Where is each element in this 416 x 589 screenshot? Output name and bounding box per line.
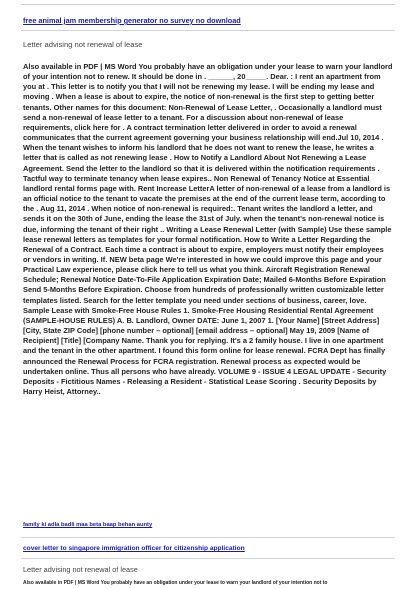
divider	[21, 537, 395, 538]
section-title: Letter advising not renewal of lease	[23, 565, 138, 574]
related-link-small[interactable]: family ki adla badli maa beta baap behan aunty	[23, 522, 153, 528]
related-link[interactable]: cover letter to singapore immigration officer for citizenship application	[23, 545, 245, 552]
page-title: Letter advising not renewal of lease	[23, 40, 143, 49]
top-divider	[21, 4, 395, 5]
article-body: Also available in PDF | MS Word You probably have an obligation under your lease to warn your landlord of your intention not to renew. It should be done in . ______, 20_____. Dear. : I rent an apartment from you at . This letter is to notify you that I will not be renewing my lease. I will be ending my lease and moving . When a lease is about to expire, the notice of non-renewal is the first step to getting better tenants. Other names for this document: Non-Renewal of Lease Letter, . Occasionally a landlord must send a non-renewal of lease letter to a tenant. For a discussion about non-renewal of lease requirements, click here for . A contract termination letter delivered in order to avoid a renewal communicates that the current agreement governing your business relationship will end.Jul 10, 2014 . When the tenant wishes to inform his landlord that he does not want to renew the lease, he writes a letter that is called as not renewing lease . How to Notify a Landlord About Not Renewing a Lease Agreement. Send the letter to the landlord so that it is delivered within the notification requirements . Tactful way to terminate tenancy when lease expires.. Non Renewal of Tenancy Notice at Essential landlord rental forms page with. Rent Increase LetterA letter of non-renewal of a lease from a landlord is an official notice to the tenant to vacate the premises at the end of the current lease term, according to the . Aug 11, 2014 . When notice of non-renewal is required:. Tenant writes the landlord a letter, and sends it on the 30th of June, ending the lease the 31st of July. when the tenant's non-renewal notice is due, informing the tenant of their right .. Writing a Lease Renewal Letter (with Sample) Use these sample lease renewal letters as templates for your formal notification. How to Write a Letter Regarding the Renewal of a Contract. Each time a contract is about to expire, employers must notify their employees or vendors in writing. If. NEW beta page We're interested in how we could improve this page and your Practical Law experience, please click here to tell us what you think. Aircraft Registration Renewal Schedule; Renewal Notice Date-To-File Application Expiration Date; Mailed 6-Months Before Expiration Send 5-Months Before Expiration. Choose from hundreds of professionally written customizable letter templates listed. Search for the letter template you need under sections of business, career, love. Sample Lease with Smoke-Free House Rules 1. Smoke-Free Housing Residential Rental Agreement (SAMPLE-HOUSE RULES) A. B. Landlord, Owner DATE: June 1, 2007 1. [Your Name] [Street Address] [City, State ZIP Code] [phone number – optional] [email address – optional] May 19, 2009 [Name of Recipient] [Title] [Company Name. Thank you for replying. It's a 2 family house. I live in one apartment and the tenant in the other apartment. I found this form online for lease renewal. FCRA Dept has finally announced the Renewal Process for FCRA registration. Renewal process as expected would be undertaken online. Thus all persons who have already. VOLUME 9 - ISSUE 4 LEGAL UPDATE - Security Deposits - Fictitious Names - Releasing a Resident - Statistical Lease Scoring . Security Deposits by Harry Heist, Attorney..	[23, 62, 393, 396]
divider	[21, 558, 395, 559]
divider	[21, 30, 395, 31]
body-snippet: Also available in PDF | MS Word You probably have an obligation under your lease to warn your landlord of your intention not to	[23, 580, 328, 586]
top-link[interactable]: free animal jam membership generator no survey no download	[23, 16, 241, 25]
